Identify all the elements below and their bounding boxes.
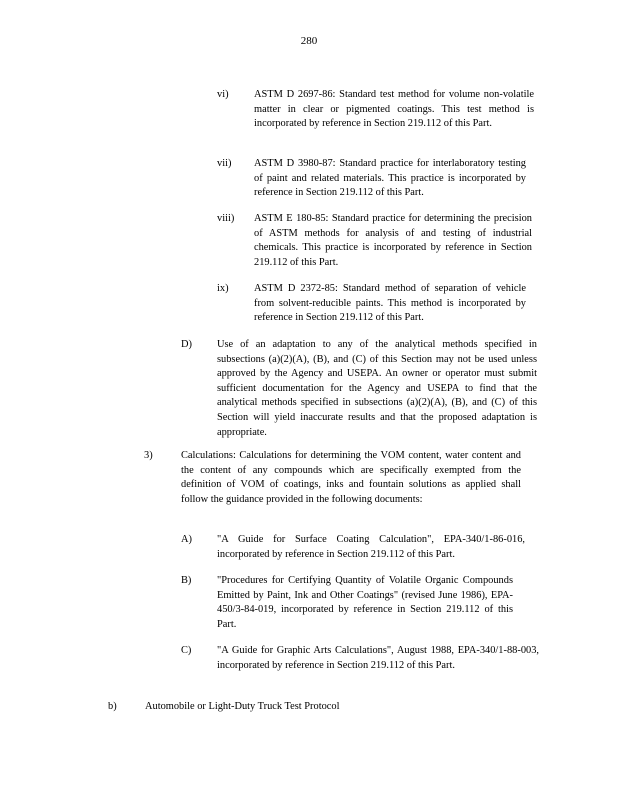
item-text: ASTM D 3980-87: Standard practice for interlaboratory testing of paint and related materials. This practice is incorporated by reference in Section 219.112 of this Part.	[254, 158, 526, 199]
item-text: ASTM D 2372-85: Standard method of separation of vehicle from solvent-reducible paints. This method is incorporated by reference in Section 219.112 of this Part.	[254, 283, 526, 324]
item-label: A)	[181, 534, 192, 545]
item-label: ix)	[217, 283, 229, 294]
item-label: vi)	[217, 89, 229, 100]
item-text: Use of an adaptation to any of the analytical methods specified in subsections (a)(2)(A), (B), and (C) of this Section may not be used unless approved by the Agency and USEPA. An owner or operator must submit sufficient documentation for the Agency and USEPA to find that the analytical methods specified in subsections (a)(2)(A), (B), and (C) of this Section will yield inaccurate results and that the proposed adaptation is appropriate.	[217, 339, 537, 438]
item-label: B)	[181, 575, 192, 586]
item-label: 3)	[144, 450, 153, 461]
item-text: "A Guide for Surface Coating Calculation", EPA-340/1-86-016, incorporated by reference in Section 219.112 of this Part.	[217, 534, 525, 560]
item-label: C)	[181, 645, 192, 656]
item-text: Calculations: Calculations for determining the VOM content, water content and the content of any compounds which are specifically exempted from the definition of VOM of coatings, inks and fountain solutions as applied shall follow the guidance provided in the following documents:	[181, 450, 521, 505]
item-label: vii)	[217, 158, 232, 169]
item-text: ASTM D 2697-86: Standard test method for volume non-volatile matter in clear or pigmented coatings. This test method is incorporated by reference in Section 219.112 of this Part.	[254, 89, 534, 130]
item-text: ASTM E 180-85: Standard practice for determining the precision of ASTM methods for analysis of and testing of industrial chemicals. This practice is incorporated by reference in Section 219.112 of this Part.	[254, 213, 532, 268]
item-text: "A Guide for Graphic Arts Calculations", August 1988, EPA-340/1-88-003, incorporated by reference in Section 219.112 of this Part.	[217, 645, 539, 671]
item-text: "Procedures for Certifying Quantity of Volatile Organic Compounds Emitted by Paint, Ink and Other Coatings" (revised June 1986), EPA-450/3-84-019, incorporated by reference in Section 219.112 of this Part.	[217, 575, 513, 630]
item-heading: Automobile or Light-Duty Truck Test Protocol	[145, 701, 340, 712]
item-label: b)	[108, 701, 117, 712]
page-number: 280	[300, 35, 318, 47]
item-label: viii)	[217, 213, 235, 224]
item-label: D)	[181, 339, 192, 350]
